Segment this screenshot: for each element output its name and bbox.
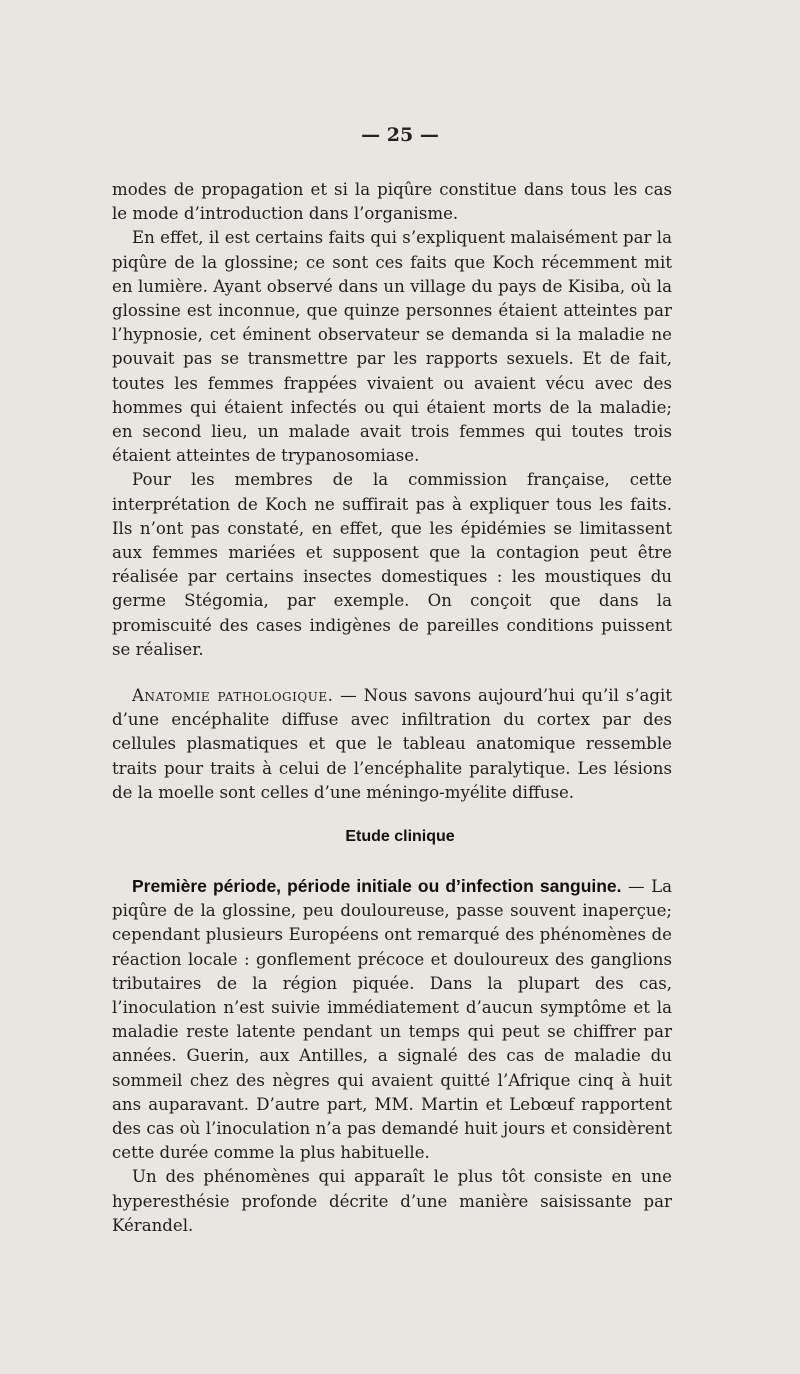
text-block-anatomy xyxy=(112,684,672,805)
text-block-top xyxy=(112,178,672,662)
paragraph-commission: Pour les membres de la commission française, cette interprétation de Koch ne suffirait pas à expliquer tous les faits. Ils n’ont pas constaté, en effet, que les épidémies se limitassent aux femmes mariées et supposent que la contagion peut être réalisée par certains insectes domestiques : les moustiques du germe Stégomia, par exemple. On conçoit que dans la promiscuité des cases indigènes de pareilles conditions puissent se réaliser. xyxy=(112,470,672,659)
paragraph-anatomy xyxy=(112,684,672,805)
paragraph-hyperesthesia: Un des phénomènes qui apparaît le plus tôt consiste en une hyperesthésie profonde décrite d’une manière saisissante par Kérandel. xyxy=(112,1167,672,1235)
paragraph-koch: En effet, il est certains faits qui s’expliquent malaisément par la piqûre de la glossine; ce sont ces faits que Koch récemment mit en lumière. Ayant observé dans un village du pays de Kisiba, où la glossine est inconnue, que quinze personnes étaient atteintes par l’hypnosie, cet éminent observateur se demanda si la maladie ne pouvait pas se transmettre par les rapports sexuels. Et de fait, toutes les femmes frappées vivaient ou avaient vécu avec des hommes qui étaient infectés ou qui étaient morts de la maladie; en second lieu, un malade avait trois femmes qui toutes trois étaient atteintes de trypanosomiase. xyxy=(112,228,672,466)
paragraph-propagation: modes de propagation et si la piqûre constitue dans tous les cas le mode d’introduction dans l’organisme. xyxy=(112,180,672,224)
section-heading-clinical-study: Etude clinique xyxy=(345,828,455,845)
anatomy-text: — Nous savons aujourd’hui qu’il s’agit d’une encéphalite diffuse avec infiltration du cortex par des cellules plasmatiques et que le tableau anatomique ressemble traits pour traits à celui de l’encéphalite paralytique. Les lésions de la moelle sont celles d’une méningo-myélite diffuse. xyxy=(112,686,672,802)
first-period-text: — La piqûre de la glossine, peu douloureuse, passe souvent inaperçue; cependant plusieurs Européens ont remarqué des phénomènes de réaction locale : gonflement précoce et douloureux des ganglions tributaires de la région piquée. Dans la plupart des cas, l’inoculation n’est suivie immédiatement d’aucun symptôme et la maladie reste latente pendant un temps qui peut se chiffrer par années. Guerin, aux Antilles, a signalé des cas de maladie du sommeil chez des nègres qui avaient quitté l’Afrique cinq à huit ans auparavant. D’autre part, MM. Martin et Lebœuf rapportent des cas où l’inoculation n’a pas demandé huit jours et considèrent cette durée comme la plus habituelle. xyxy=(112,877,672,1163)
page-number: — 25 — xyxy=(361,124,439,146)
text-block-clinical xyxy=(112,874,672,1238)
anatomy-run-in-heading: Anatomie pathologique. xyxy=(132,686,334,705)
first-period-heading: Première période, période initiale ou d’infection sanguine. xyxy=(132,876,622,896)
paragraph-first-period xyxy=(112,874,672,1165)
